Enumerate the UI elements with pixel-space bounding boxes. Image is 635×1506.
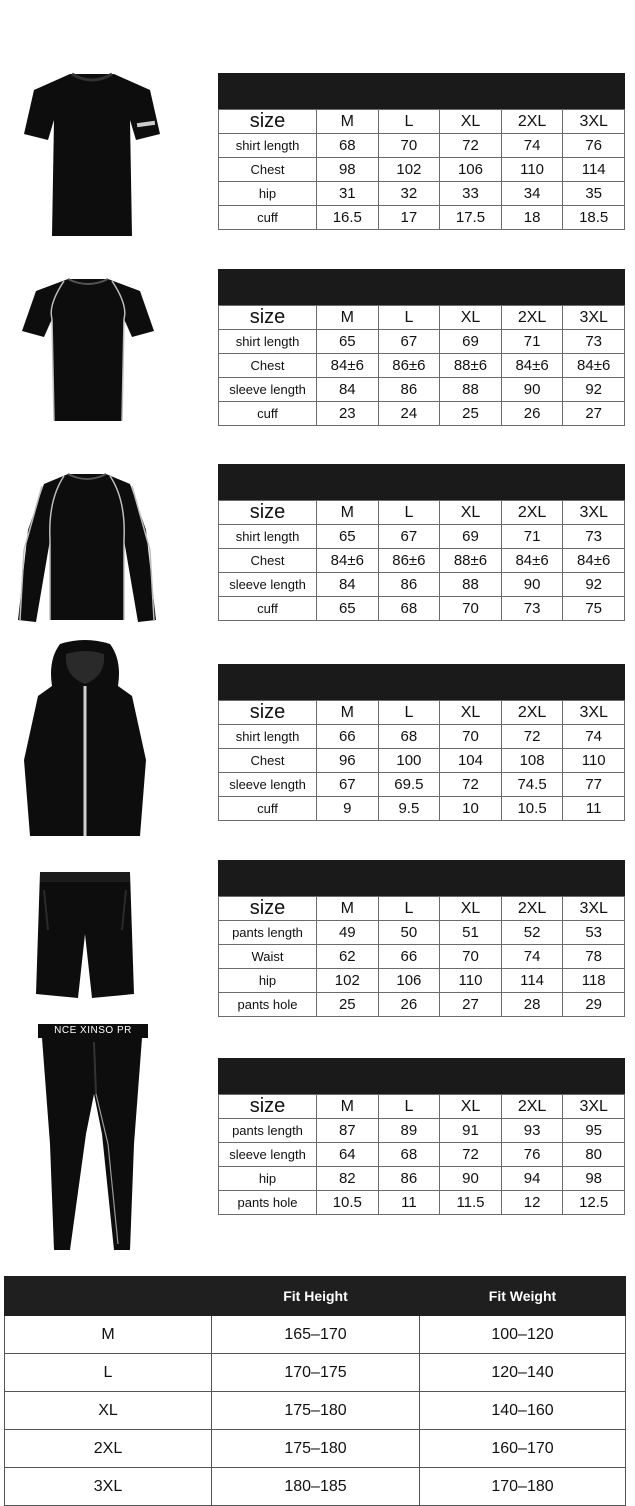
measurement-value: 51 <box>440 921 502 945</box>
size-header-cell: 3XL <box>563 306 625 330</box>
size-header-cell: XL <box>440 897 502 921</box>
measurement-value: 10.5 <box>501 797 563 821</box>
measurement-value: 74 <box>501 945 563 969</box>
measurement-row <box>219 525 625 549</box>
measurement-value: 95 <box>563 1119 625 1143</box>
size-header-label: size <box>219 897 317 921</box>
measurement-row <box>219 158 625 182</box>
measurement-value: 69 <box>440 330 502 354</box>
measurement-value: 80 <box>563 1143 625 1167</box>
measurement-value: 11.5 <box>440 1191 502 1215</box>
measurement-value: 106 <box>378 969 440 993</box>
measurement-value: 78 <box>563 945 625 969</box>
measurement-row <box>219 969 625 993</box>
tshirt-image <box>22 70 162 240</box>
measurement-value: 92 <box>563 378 625 402</box>
measurement-row <box>219 134 625 158</box>
measurement-row <box>219 378 625 402</box>
fit-size: XL <box>5 1392 212 1430</box>
measurement-value: 12.5 <box>563 1191 625 1215</box>
fit-height: 175–180 <box>212 1392 420 1430</box>
measurement-value: 90 <box>501 573 563 597</box>
size-header-label: size <box>219 110 317 134</box>
measurement-value: 84±6 <box>317 354 379 378</box>
size-table <box>218 464 625 621</box>
measurement-value: 23 <box>317 402 379 426</box>
size-header-cell: M <box>317 897 379 921</box>
measurement-label: cuff <box>219 797 317 821</box>
size-header-cell: L <box>378 1095 440 1119</box>
fit-height: 170–175 <box>212 1354 420 1392</box>
fit-header-size <box>5 1277 212 1316</box>
measurement-row <box>219 797 625 821</box>
measurement-value: 66 <box>378 945 440 969</box>
table-header-band <box>218 269 625 305</box>
measurement-value: 67 <box>378 330 440 354</box>
size-header-cell: 2XL <box>501 1095 563 1119</box>
measurement-value: 74.5 <box>501 773 563 797</box>
measurement-value: 10.5 <box>317 1191 379 1215</box>
size-header-cell: 3XL <box>563 701 625 725</box>
measurement-value: 9.5 <box>378 797 440 821</box>
fit-weight: 160–170 <box>420 1430 626 1468</box>
short-sleeve-compression-shirt-image <box>18 275 158 425</box>
size-header-cell: 2XL <box>501 306 563 330</box>
measurement-value: 70 <box>378 134 440 158</box>
measurement-value: 74 <box>563 725 625 749</box>
fit-size: 3XL <box>5 1468 212 1506</box>
measurement-value: 114 <box>563 158 625 182</box>
measurement-label: hip <box>219 182 317 206</box>
measurement-value: 69 <box>440 525 502 549</box>
measurement-value: 64 <box>317 1143 379 1167</box>
size-header-cell: 2XL <box>501 501 563 525</box>
size-header-cell: XL <box>440 501 502 525</box>
measurement-label: Chest <box>219 749 317 773</box>
measurement-value: 84±6 <box>501 549 563 573</box>
measurement-label: shirt length <box>219 525 317 549</box>
size-header-cell: XL <box>440 306 502 330</box>
measurement-value: 25 <box>440 402 502 426</box>
size-header-label: size <box>219 701 317 725</box>
fit-row <box>5 1354 626 1392</box>
size-header-cell: XL <box>440 1095 502 1119</box>
measurement-value: 50 <box>378 921 440 945</box>
size-header-row <box>219 110 625 134</box>
measurement-value: 72 <box>440 134 502 158</box>
fit-chart <box>4 1276 626 1506</box>
fit-height: 180–185 <box>212 1468 420 1506</box>
measurement-value: 12 <box>501 1191 563 1215</box>
measurement-label: shirt length <box>219 725 317 749</box>
measurement-value: 10 <box>440 797 502 821</box>
measurement-value: 98 <box>563 1167 625 1191</box>
size-table <box>218 664 625 821</box>
measurement-row <box>219 402 625 426</box>
measurement-value: 75 <box>563 597 625 621</box>
measurement-value: 104 <box>440 749 502 773</box>
measurement-row <box>219 182 625 206</box>
measurement-value: 88 <box>440 378 502 402</box>
size-header-row <box>219 1095 625 1119</box>
measurement-value: 84±6 <box>563 354 625 378</box>
measurement-label: pants length <box>219 921 317 945</box>
measurement-row <box>219 1167 625 1191</box>
measurement-value: 73 <box>563 330 625 354</box>
measurement-value: 114 <box>501 969 563 993</box>
measurement-value: 27 <box>563 402 625 426</box>
measurement-value: 110 <box>501 158 563 182</box>
measurement-value: 66 <box>317 725 379 749</box>
measurement-value: 108 <box>501 749 563 773</box>
size-header-cell: L <box>378 701 440 725</box>
measurement-label: Chest <box>219 354 317 378</box>
leggings-image <box>38 1024 148 1254</box>
measurement-label: sleeve length <box>219 378 317 402</box>
measurement-value: 74 <box>501 134 563 158</box>
measurement-value: 65 <box>317 525 379 549</box>
measurement-row <box>219 354 625 378</box>
measurement-value: 72 <box>440 773 502 797</box>
measurement-value: 92 <box>563 573 625 597</box>
measurement-value: 84±6 <box>501 354 563 378</box>
measurement-value: 84 <box>317 378 379 402</box>
measurement-value: 88±6 <box>440 354 502 378</box>
measurement-value: 69.5 <box>378 773 440 797</box>
measurement-value: 26 <box>501 402 563 426</box>
measurement-value: 84 <box>317 573 379 597</box>
measurement-label: pants hole <box>219 993 317 1017</box>
measurement-label: hip <box>219 969 317 993</box>
measurement-value: 84±6 <box>563 549 625 573</box>
measurement-value: 68 <box>378 725 440 749</box>
measurement-value: 17.5 <box>440 206 502 230</box>
fit-row <box>5 1316 626 1354</box>
size-header-cell: M <box>317 110 379 134</box>
measurement-value: 62 <box>317 945 379 969</box>
size-header-label: size <box>219 306 317 330</box>
measurement-row <box>219 725 625 749</box>
measurement-label: sleeve length <box>219 1143 317 1167</box>
fit-size: L <box>5 1354 212 1392</box>
measurement-value: 11 <box>378 1191 440 1215</box>
measurement-value: 52 <box>501 921 563 945</box>
measurement-value: 72 <box>440 1143 502 1167</box>
fit-height: 175–180 <box>212 1430 420 1468</box>
measurement-value: 67 <box>317 773 379 797</box>
measurement-value: 25 <box>317 993 379 1017</box>
measurement-value: 31 <box>317 182 379 206</box>
measurement-value: 77 <box>563 773 625 797</box>
measurement-value: 28 <box>501 993 563 1017</box>
size-table <box>218 73 625 230</box>
fit-weight: 170–180 <box>420 1468 626 1506</box>
measurement-value: 110 <box>440 969 502 993</box>
measurement-row <box>219 921 625 945</box>
measurement-value: 11 <box>563 797 625 821</box>
measurement-value: 24 <box>378 402 440 426</box>
measurement-value: 29 <box>563 993 625 1017</box>
measurement-value: 98 <box>317 158 379 182</box>
table-header-band <box>218 73 625 109</box>
measurement-row <box>219 773 625 797</box>
measurement-value: 17 <box>378 206 440 230</box>
measurement-value: 32 <box>378 182 440 206</box>
measurement-label: cuff <box>219 597 317 621</box>
measurement-label: shirt length <box>219 330 317 354</box>
fit-row <box>5 1392 626 1430</box>
size-table <box>218 269 625 426</box>
fit-size: 2XL <box>5 1430 212 1468</box>
measurement-value: 72 <box>501 725 563 749</box>
shorts-image <box>34 870 136 1000</box>
table-header-band <box>218 464 625 500</box>
waistband-text: NCE XINSO PR <box>54 1025 132 1036</box>
measurement-value: 73 <box>501 597 563 621</box>
size-header-row <box>219 501 625 525</box>
measurement-value: 18 <box>501 206 563 230</box>
measurement-value: 88 <box>440 573 502 597</box>
measurement-row <box>219 945 625 969</box>
measurement-value: 65 <box>317 597 379 621</box>
measurement-value: 86±6 <box>378 354 440 378</box>
measurement-row <box>219 206 625 230</box>
measurement-value: 102 <box>317 969 379 993</box>
measurement-value: 118 <box>563 969 625 993</box>
measurement-value: 73 <box>563 525 625 549</box>
measurement-value: 70 <box>440 597 502 621</box>
fit-weight: 120–140 <box>420 1354 626 1392</box>
measurement-label: Chest <box>219 549 317 573</box>
measurement-value: 82 <box>317 1167 379 1191</box>
size-table <box>218 860 625 1017</box>
size-header-label: size <box>219 501 317 525</box>
measurement-label: Waist <box>219 945 317 969</box>
measurement-value: 71 <box>501 330 563 354</box>
fit-header-row <box>5 1277 626 1316</box>
size-header-row <box>219 897 625 921</box>
measurement-row <box>219 993 625 1017</box>
size-header-cell: 3XL <box>563 897 625 921</box>
measurement-value: 84±6 <box>317 549 379 573</box>
size-header-cell: M <box>317 501 379 525</box>
measurement-value: 70 <box>440 945 502 969</box>
size-header-cell: L <box>378 306 440 330</box>
measurement-label: sleeve length <box>219 573 317 597</box>
measurement-value: 110 <box>563 749 625 773</box>
fit-row <box>5 1430 626 1468</box>
measurement-value: 9 <box>317 797 379 821</box>
measurement-label: cuff <box>219 402 317 426</box>
measurement-value: 86 <box>378 1167 440 1191</box>
measurement-value: 67 <box>378 525 440 549</box>
measurement-value: 53 <box>563 921 625 945</box>
size-header-cell: 2XL <box>501 701 563 725</box>
size-header-cell: M <box>317 306 379 330</box>
measurement-value: 26 <box>378 993 440 1017</box>
measurement-row <box>219 549 625 573</box>
measurement-value: 86 <box>378 573 440 597</box>
size-header-cell: 2XL <box>501 110 563 134</box>
measurement-value: 18.5 <box>563 206 625 230</box>
size-header-row <box>219 701 625 725</box>
fit-weight: 100–120 <box>420 1316 626 1354</box>
measurement-label: shirt length <box>219 134 317 158</box>
measurement-value: 89 <box>378 1119 440 1143</box>
measurement-value: 88±6 <box>440 549 502 573</box>
size-table <box>218 1058 625 1215</box>
measurement-value: 33 <box>440 182 502 206</box>
measurement-row <box>219 597 625 621</box>
long-sleeve-compression-shirt-image <box>12 470 162 630</box>
measurement-label: sleeve length <box>219 773 317 797</box>
measurement-value: 68 <box>317 134 379 158</box>
measurement-label: hip <box>219 1167 317 1191</box>
fit-header-height: Fit Height <box>212 1277 420 1316</box>
size-header-cell: L <box>378 501 440 525</box>
measurement-value: 70 <box>440 725 502 749</box>
measurement-value: 91 <box>440 1119 502 1143</box>
size-header-cell: XL <box>440 701 502 725</box>
measurement-row <box>219 1191 625 1215</box>
table-header-band <box>218 664 625 700</box>
size-header-cell: L <box>378 110 440 134</box>
size-header-cell: 3XL <box>563 110 625 134</box>
size-header-cell: 2XL <box>501 897 563 921</box>
measurement-value: 86±6 <box>378 549 440 573</box>
measurement-value: 35 <box>563 182 625 206</box>
measurement-value: 106 <box>440 158 502 182</box>
measurement-row <box>219 749 625 773</box>
fit-height: 165–170 <box>212 1316 420 1354</box>
measurement-value: 34 <box>501 182 563 206</box>
measurement-value: 93 <box>501 1119 563 1143</box>
fit-header-weight: Fit Weight <box>420 1277 626 1316</box>
measurement-label: Chest <box>219 158 317 182</box>
measurement-label: pants length <box>219 1119 317 1143</box>
measurement-value: 68 <box>378 597 440 621</box>
size-header-cell: M <box>317 1095 379 1119</box>
measurement-row <box>219 573 625 597</box>
measurement-value: 76 <box>563 134 625 158</box>
size-header-cell: XL <box>440 110 502 134</box>
measurement-value: 27 <box>440 993 502 1017</box>
measurement-value: 96 <box>317 749 379 773</box>
size-header-cell: M <box>317 701 379 725</box>
measurement-row <box>219 1143 625 1167</box>
measurement-value: 16.5 <box>317 206 379 230</box>
fit-size: M <box>5 1316 212 1354</box>
measurement-value: 65 <box>317 330 379 354</box>
size-header-cell: L <box>378 897 440 921</box>
measurement-value: 102 <box>378 158 440 182</box>
measurement-value: 90 <box>501 378 563 402</box>
measurement-value: 86 <box>378 378 440 402</box>
measurement-row <box>219 330 625 354</box>
measurement-label: cuff <box>219 206 317 230</box>
size-header-label: size <box>219 1095 317 1119</box>
measurement-value: 76 <box>501 1143 563 1167</box>
measurement-label: pants hole <box>219 1191 317 1215</box>
measurement-value: 100 <box>378 749 440 773</box>
measurement-value: 49 <box>317 921 379 945</box>
measurement-value: 90 <box>440 1167 502 1191</box>
measurement-value: 87 <box>317 1119 379 1143</box>
size-header-cell: 3XL <box>563 501 625 525</box>
fit-weight: 140–160 <box>420 1392 626 1430</box>
table-header-band <box>218 1058 625 1094</box>
measurement-value: 94 <box>501 1167 563 1191</box>
hooded-jacket-image <box>20 640 150 840</box>
size-header-row <box>219 306 625 330</box>
measurement-value: 68 <box>378 1143 440 1167</box>
measurement-row <box>219 1119 625 1143</box>
measurement-value: 71 <box>501 525 563 549</box>
table-header-band <box>218 860 625 896</box>
size-header-cell: 3XL <box>563 1095 625 1119</box>
